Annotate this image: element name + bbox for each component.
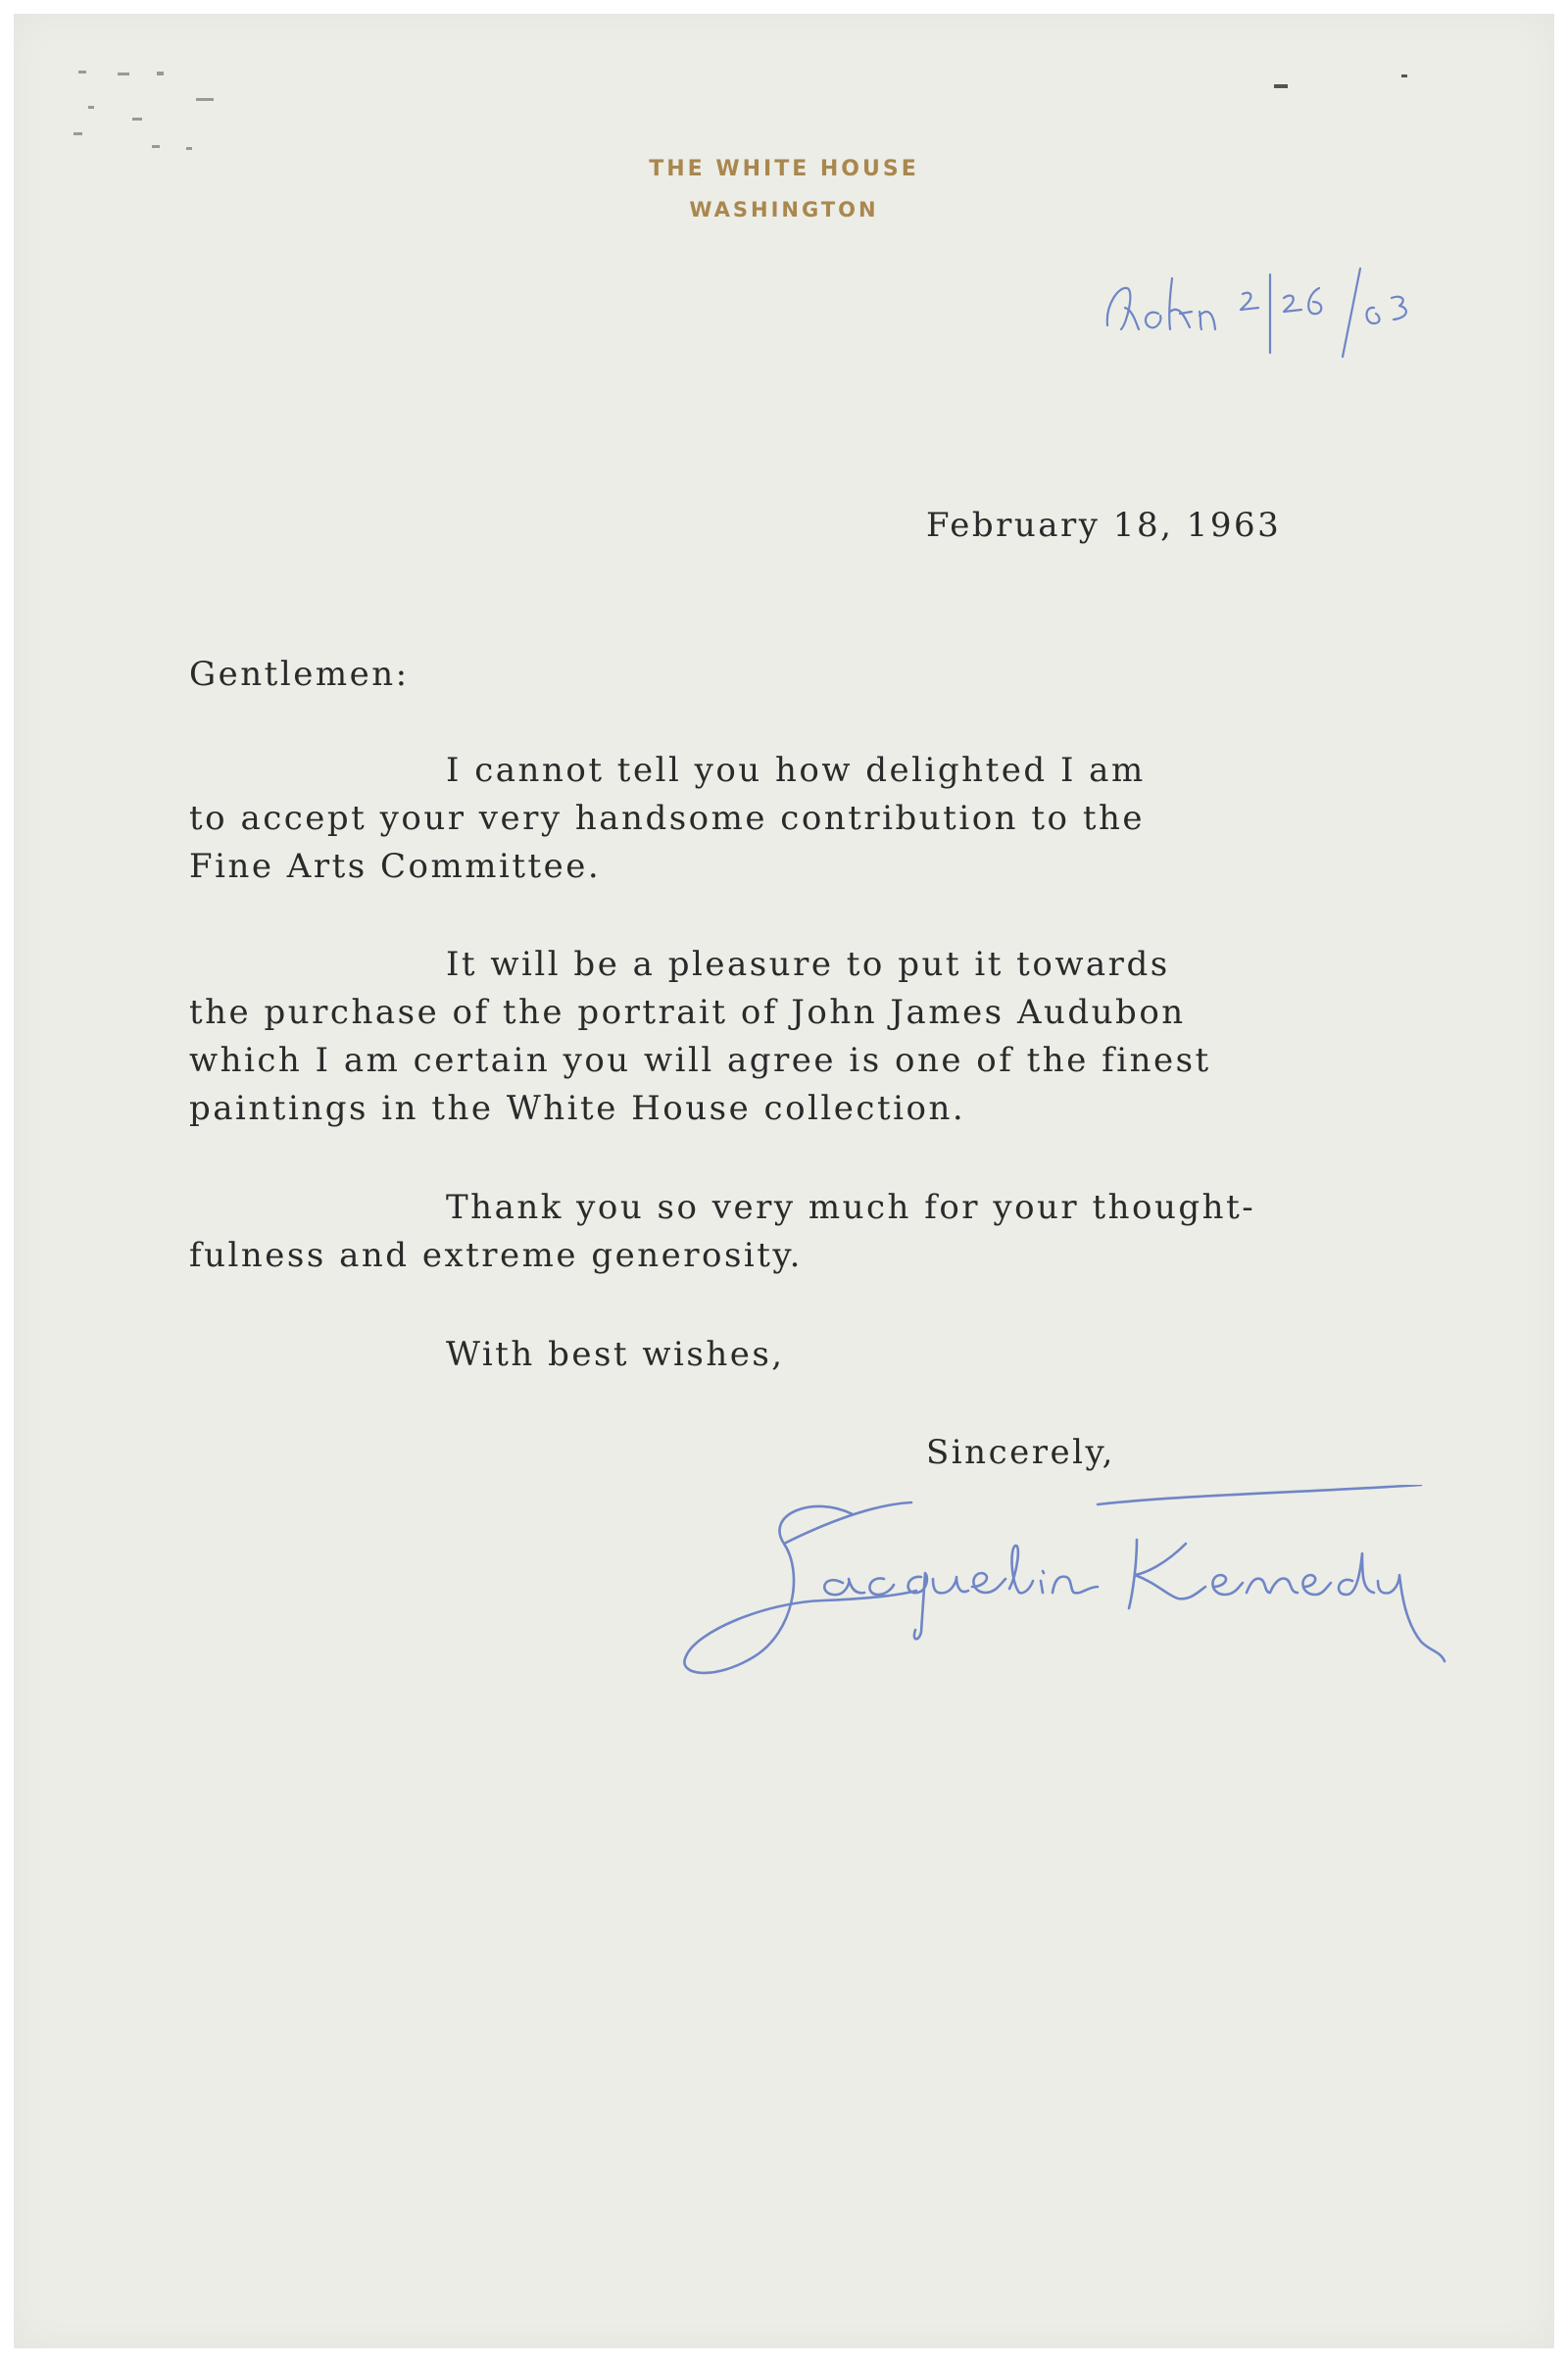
- body-line: Fine Arts Committee.: [189, 847, 602, 886]
- letterhead-city: WASHINGTON: [689, 198, 879, 221]
- body-line: the purchase of the portrait of John James Audubon: [189, 993, 1186, 1032]
- signature: [676, 1485, 1470, 1696]
- letter-date: February 18, 1963: [926, 506, 1282, 545]
- closing-wish: With best wishes,: [446, 1335, 785, 1374]
- letter-sheet: [14, 14, 1554, 2348]
- paper-marks: [59, 59, 274, 167]
- body-line: Thank you so very much for your thought-: [446, 1188, 1256, 1227]
- body-line: which I am certain you will agree is one of the finest: [189, 1041, 1211, 1080]
- body-line: to accept your very handsome contribution to the: [189, 799, 1145, 838]
- salutation: Gentlemen:: [189, 655, 410, 694]
- paper-marks: [1264, 69, 1421, 98]
- body-line: It will be a pleasure to put it towards: [446, 945, 1170, 984]
- closing: Sincerely,: [926, 1433, 1115, 1472]
- body-line: paintings in the White House collection.: [189, 1089, 966, 1128]
- letterhead-title: THE WHITE HOUSE: [649, 157, 919, 181]
- handwritten-notation: [1098, 265, 1421, 363]
- body-line: I cannot tell you how delighted I am: [446, 751, 1146, 790]
- body-line: fulness and extreme generosity.: [189, 1236, 803, 1275]
